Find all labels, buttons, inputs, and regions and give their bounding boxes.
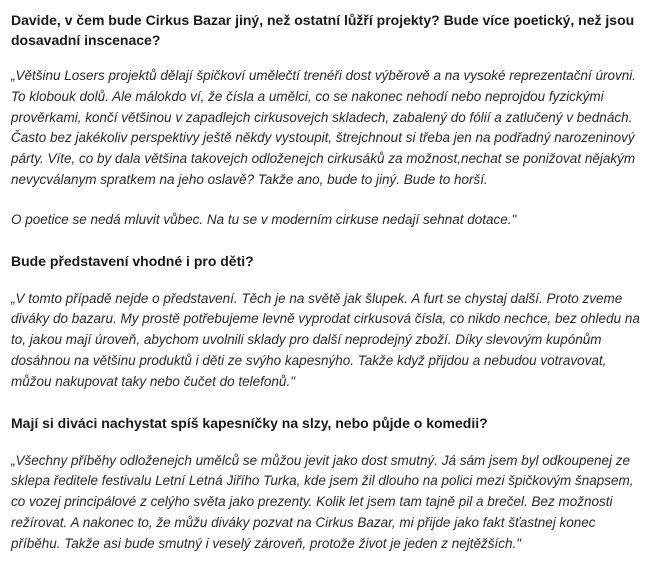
interview-question-3: Mají si diváci nachystat spíš kapesníčky na slzy, nebo půjde o komedii?: [11, 414, 488, 431]
interview-answer-2-paragraph-1: „V tomto případě nejde o představení. Těch je na světě jak šlupek. A furt se chystaj další. Proto zveme diváky do bazaru. My prostě potřebujeme levně vyprodat cirkusová čísla, co nikdo nechce, bez ohledu na to, jakou mají úroveň, abychom uvolnili sklady pro další neprodejný zboží. Díky slevovým kupónům dosáhnou na většinu produktů i děti ze svýho kapesnýho. Takže když přijdou a nebudou votravovat, můžou nakupovat taky nebo čučet do telefonů.": [11, 290, 640, 389]
interview-question-2: Bude představení vhodné i pro děti?: [11, 252, 254, 269]
interview-answer-3-paragraph-1: „Všechny příběhy odloženejch umělců se můžou jevit jako dost smutný. Já sám jsem byl odkoupenej ze sklepa ředitele festivalu Letní Letná Jiřího Turka, kde jsem žil dlouho na polici mezi špičkovým šnapsem, co vozej principálové z celýho světa jako prezenty. Kolik let jsem tam tajně pil a brečel. Bez možnosti režírovat. A nakonec to, že můžu diváky pozvat na Cirkus Bazar, mi přijde jako fakt šťastnej konec příběhu. Takže asi bude smutný i veselý zároveň, protože život je jeden z nejtěžších.": [11, 452, 634, 551]
interview-article: [11, 10, 645, 555]
interview-answer-1-paragraph-1: „Většinu Losers projektů dělají špičkoví umělečtí trenéři dost výběrově a na vysoké reprezentační úrovni. To klobouk dolů. Ale málokdo ví, že čísla a umělci, co se nakonec nehodí nebo neprojdou fyzickými prověrkami, končí většinou v zapadlejch cirkusovejch skladech, zabalený do fólií a zatlučený v bednách. Často bez jakékoliv perspektivy ještě někdy vystoupit, štrejchnout si třeba jen na podřadný narozeninový párty. Víte, co by dala většina takovejch odloženejch cirkusáků za možnost,nechat se ponižovat nějakým nevycválanym spratkem na jeho oslavě? Takže ano, bude to jiný. Bude to horší.: [11, 68, 637, 187]
interview-question-1: Davide, v čem bude Cirkus Bazar jiný, než ostatní lůžří projekty? Bude více poetický, než jsou dosavadní inscenace?: [11, 12, 635, 48]
interview-answer-1-paragraph-2: O poetice se nedá mluvit vůbec. Na tu se v moderním cirkuse nedají sehnat dotace.": [11, 211, 517, 227]
